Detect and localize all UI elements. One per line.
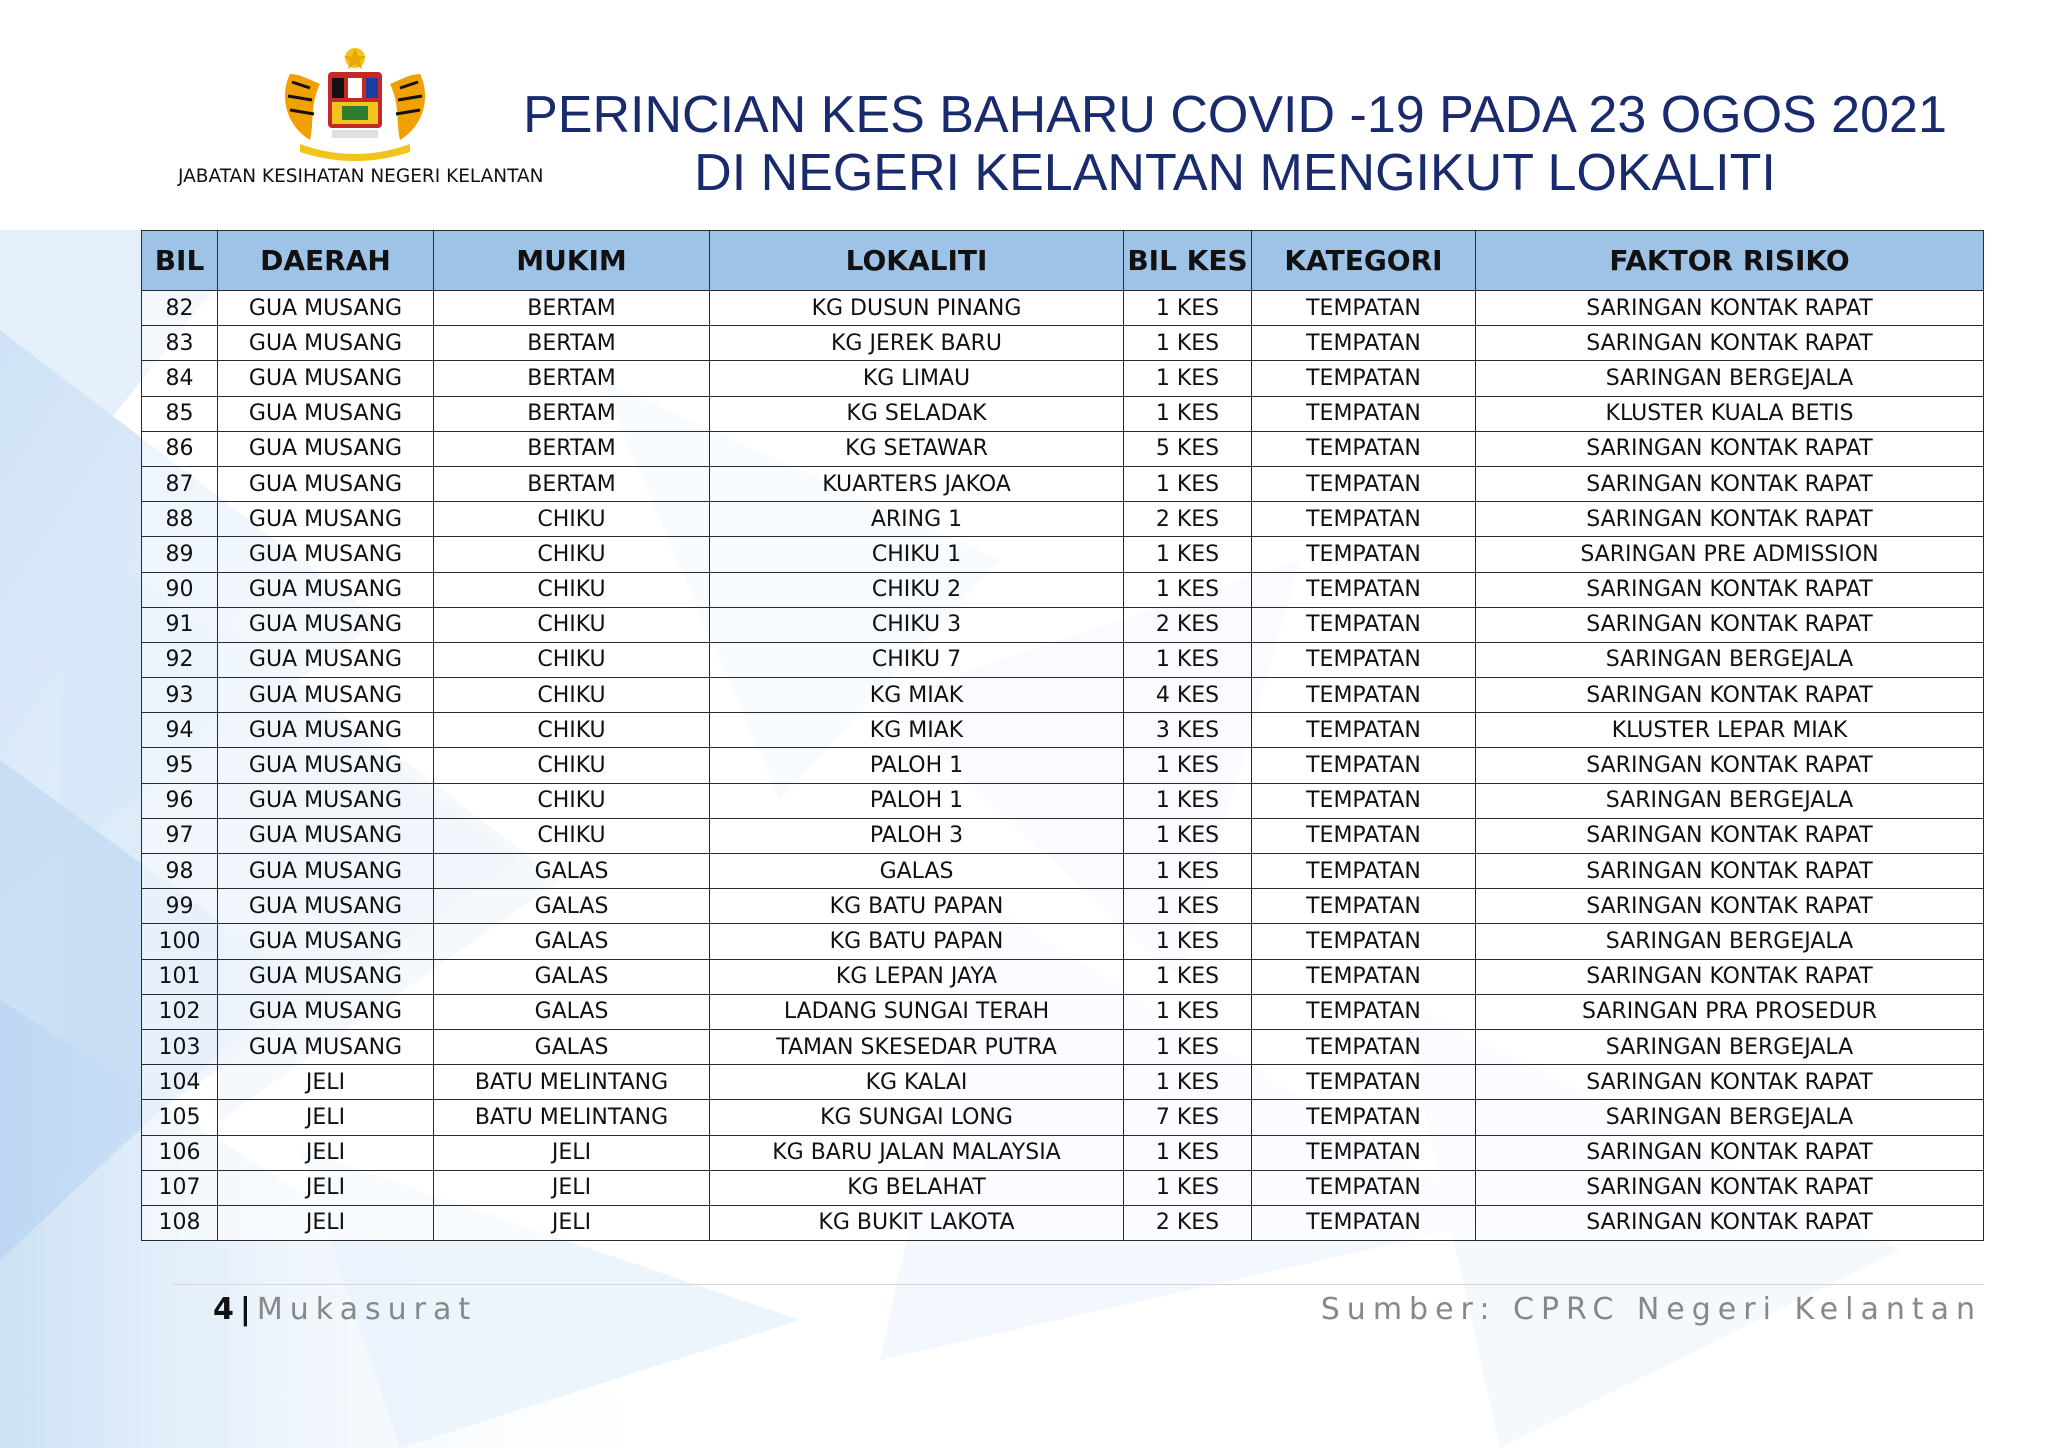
- table-row: [142, 326, 1984, 361]
- table-cell: 83: [142, 326, 218, 361]
- table-cell: JELI: [434, 1205, 710, 1240]
- table-cell: GALAS: [434, 924, 710, 959]
- table-cell: 1 KES: [1124, 924, 1252, 959]
- table-cell: BERTAM: [434, 396, 710, 431]
- table-cell: SARINGAN KONTAK RAPAT: [1476, 1065, 1984, 1100]
- table-cell: 93: [142, 678, 218, 713]
- table-cell: SARINGAN KONTAK RAPAT: [1476, 889, 1984, 924]
- table-row: [142, 291, 1984, 326]
- table-cell: KG KALAI: [710, 1065, 1124, 1100]
- table-cell: JELI: [218, 1065, 434, 1100]
- table-cell: TEMPATAN: [1252, 326, 1476, 361]
- table-cell: CHIKU 1: [710, 537, 1124, 572]
- table-cell: GUA MUSANG: [218, 748, 434, 783]
- table-cell: KUARTERS JAKOA: [710, 466, 1124, 501]
- column-header: LOKALITI: [710, 231, 1124, 291]
- table-cell: GUA MUSANG: [218, 431, 434, 466]
- table-cell: TEMPATAN: [1252, 607, 1476, 642]
- table-cell: JELI: [434, 1135, 710, 1170]
- table-cell: TEMPATAN: [1252, 642, 1476, 677]
- table-cell: TEMPATAN: [1252, 291, 1476, 326]
- title-line-2: DI NEGERI KELANTAN MENGIKUT LOKALITI: [694, 144, 1776, 202]
- table-cell: KG MIAK: [710, 713, 1124, 748]
- table-cell: 91: [142, 607, 218, 642]
- table-cell: SARINGAN BERGEJALA: [1476, 361, 1984, 396]
- table-row: [142, 889, 1984, 924]
- table-cell: 94: [142, 713, 218, 748]
- page-title: [520, 86, 1950, 202]
- page-number-block: [213, 1292, 477, 1327]
- table-cell: KG BATU PAPAN: [710, 889, 1124, 924]
- header-row: [142, 231, 1984, 291]
- table-cell: GUA MUSANG: [218, 537, 434, 572]
- title-line-1: PERINCIAN KES BAHARU COVID -19 PADA 23 OGOS 2021: [523, 86, 1947, 144]
- table-cell: KG BELAHAT: [710, 1170, 1124, 1205]
- table-cell: TEMPATAN: [1252, 1205, 1476, 1240]
- table-cell: KLUSTER KUALA BETIS: [1476, 396, 1984, 431]
- table-row: [142, 572, 1984, 607]
- cases-table: [141, 230, 1984, 1241]
- table-cell: BERTAM: [434, 466, 710, 501]
- table-cell: TEMPATAN: [1252, 431, 1476, 466]
- table-cell: TEMPATAN: [1252, 818, 1476, 853]
- table-cell: GUA MUSANG: [218, 466, 434, 501]
- table-cell: 85: [142, 396, 218, 431]
- table-header: [142, 231, 1984, 291]
- table-cell: GALAS: [434, 959, 710, 994]
- table-cell: SARINGAN BERGEJALA: [1476, 924, 1984, 959]
- table-cell: KLUSTER LEPAR MIAK: [1476, 713, 1984, 748]
- table-cell: 1 KES: [1124, 748, 1252, 783]
- table-cell: GUA MUSANG: [218, 818, 434, 853]
- table-row: [142, 924, 1984, 959]
- table-cell: SARINGAN BERGEJALA: [1476, 642, 1984, 677]
- table-cell: GUA MUSANG: [218, 1029, 434, 1064]
- table-cell: TEMPATAN: [1252, 502, 1476, 537]
- table-cell: JELI: [434, 1170, 710, 1205]
- table-row: [142, 396, 1984, 431]
- table-cell: TEMPATAN: [1252, 783, 1476, 818]
- table-row: [142, 959, 1984, 994]
- table-cell: LADANG SUNGAI TERAH: [710, 994, 1124, 1029]
- table-cell: 1 KES: [1124, 572, 1252, 607]
- table-cell: CHIKU: [434, 783, 710, 818]
- table-row: [142, 1065, 1984, 1100]
- table-cell: 7 KES: [1124, 1100, 1252, 1135]
- table-cell: 82: [142, 291, 218, 326]
- table-cell: GUA MUSANG: [218, 959, 434, 994]
- table-cell: KG SETAWAR: [710, 431, 1124, 466]
- table-row: [142, 1205, 1984, 1240]
- table-cell: 105: [142, 1100, 218, 1135]
- table-cell: BERTAM: [434, 361, 710, 396]
- table-cell: GUA MUSANG: [218, 924, 434, 959]
- table-row: [142, 466, 1984, 501]
- table-cell: 1 KES: [1124, 1170, 1252, 1205]
- table-cell: KG MIAK: [710, 678, 1124, 713]
- table-cell: TEMPATAN: [1252, 572, 1476, 607]
- table-cell: GALAS: [434, 1029, 710, 1064]
- table-cell: SARINGAN KONTAK RAPAT: [1476, 959, 1984, 994]
- coat-of-arms-icon: [270, 44, 440, 164]
- table-cell: TEMPATAN: [1252, 1135, 1476, 1170]
- table-cell: 1 KES: [1124, 361, 1252, 396]
- table-cell: 98: [142, 854, 218, 889]
- table-cell: 100: [142, 924, 218, 959]
- table-cell: JELI: [218, 1100, 434, 1135]
- column-header: DAERAH: [218, 231, 434, 291]
- table-row: [142, 361, 1984, 396]
- table-cell: TEMPATAN: [1252, 1065, 1476, 1100]
- table-cell: SARINGAN PRA PROSEDUR: [1476, 994, 1984, 1029]
- table-row: [142, 1170, 1984, 1205]
- table-cell: PALOH 3: [710, 818, 1124, 853]
- table-cell: CHIKU: [434, 818, 710, 853]
- page-label: Mukasurat: [256, 1292, 478, 1327]
- table-row: [142, 713, 1984, 748]
- table-cell: SARINGAN KONTAK RAPAT: [1476, 502, 1984, 537]
- table-row: [142, 431, 1984, 466]
- table-cell: 103: [142, 1029, 218, 1064]
- table-cell: CHIKU: [434, 713, 710, 748]
- table-cell: GUA MUSANG: [218, 607, 434, 642]
- table-cell: SARINGAN KONTAK RAPAT: [1476, 326, 1984, 361]
- table-cell: TEMPATAN: [1252, 994, 1476, 1029]
- table-cell: GUA MUSANG: [218, 889, 434, 924]
- table-cell: GUA MUSANG: [218, 713, 434, 748]
- table-cell: 101: [142, 959, 218, 994]
- table-cell: SARINGAN PRE ADMISSION: [1476, 537, 1984, 572]
- table-cell: 1 KES: [1124, 783, 1252, 818]
- table-cell: SARINGAN KONTAK RAPAT: [1476, 291, 1984, 326]
- table-cell: GUA MUSANG: [218, 291, 434, 326]
- table-cell: CHIKU: [434, 502, 710, 537]
- table-cell: 1 KES: [1124, 1065, 1252, 1100]
- table-cell: GUA MUSANG: [218, 572, 434, 607]
- table-row: [142, 783, 1984, 818]
- table-cell: CHIKU 7: [710, 642, 1124, 677]
- table-cell: BERTAM: [434, 431, 710, 466]
- table-cell: CHIKU: [434, 537, 710, 572]
- table-cell: BATU MELINTANG: [434, 1065, 710, 1100]
- table-cell: SARINGAN KONTAK RAPAT: [1476, 1205, 1984, 1240]
- table-cell: CHIKU: [434, 607, 710, 642]
- table-row: [142, 642, 1984, 677]
- footer-divider: [172, 1284, 1984, 1285]
- table-cell: KG DUSUN PINANG: [710, 291, 1124, 326]
- table-cell: TEMPATAN: [1252, 854, 1476, 889]
- table-row: [142, 854, 1984, 889]
- table-cell: KG BUKIT LAKOTA: [710, 1205, 1124, 1240]
- table-cell: TEMPATAN: [1252, 678, 1476, 713]
- table-cell: 102: [142, 994, 218, 1029]
- table-cell: SARINGAN KONTAK RAPAT: [1476, 1135, 1984, 1170]
- table-cell: TEMPATAN: [1252, 959, 1476, 994]
- table-cell: 1 KES: [1124, 1135, 1252, 1170]
- table-cell: BATU MELINTANG: [434, 1100, 710, 1135]
- source-note: Sumber: CPRC Negeri Kelantan: [1320, 1292, 1982, 1327]
- table-cell: 1 KES: [1124, 291, 1252, 326]
- table-cell: TEMPATAN: [1252, 466, 1476, 501]
- table-cell: TEMPATAN: [1252, 396, 1476, 431]
- table-row: [142, 994, 1984, 1029]
- table-cell: GALAS: [710, 854, 1124, 889]
- table-cell: TAMAN SKESEDAR PUTRA: [710, 1029, 1124, 1064]
- table-row: [142, 607, 1984, 642]
- table-body: [142, 291, 1984, 1241]
- table-cell: CHIKU: [434, 572, 710, 607]
- table-cell: 89: [142, 537, 218, 572]
- table-cell: TEMPATAN: [1252, 1029, 1476, 1064]
- table-cell: 106: [142, 1135, 218, 1170]
- table-cell: GUA MUSANG: [218, 326, 434, 361]
- table-cell: PALOH 1: [710, 748, 1124, 783]
- table-cell: 1 KES: [1124, 959, 1252, 994]
- table-cell: SARINGAN KONTAK RAPAT: [1476, 748, 1984, 783]
- table-cell: TEMPATAN: [1252, 713, 1476, 748]
- table-cell: TEMPATAN: [1252, 537, 1476, 572]
- table-cell: CHIKU 2: [710, 572, 1124, 607]
- table-cell: BERTAM: [434, 291, 710, 326]
- table-cell: SARINGAN KONTAK RAPAT: [1476, 1170, 1984, 1205]
- table-cell: CHIKU: [434, 642, 710, 677]
- table-cell: CHIKU 3: [710, 607, 1124, 642]
- table-cell: 1 KES: [1124, 818, 1252, 853]
- table-cell: GUA MUSANG: [218, 994, 434, 1029]
- table-cell: 1 KES: [1124, 466, 1252, 501]
- table-cell: GUA MUSANG: [218, 854, 434, 889]
- column-header: BIL: [142, 231, 218, 291]
- table-cell: 87: [142, 466, 218, 501]
- table-cell: JELI: [218, 1135, 434, 1170]
- table-cell: SARINGAN KONTAK RAPAT: [1476, 678, 1984, 713]
- table-cell: 99: [142, 889, 218, 924]
- table-cell: 1 KES: [1124, 994, 1252, 1029]
- table-cell: SARINGAN KONTAK RAPAT: [1476, 854, 1984, 889]
- table-cell: SARINGAN KONTAK RAPAT: [1476, 431, 1984, 466]
- table-cell: GUA MUSANG: [218, 396, 434, 431]
- table-row: [142, 748, 1984, 783]
- table-cell: 1 KES: [1124, 854, 1252, 889]
- table-cell: SARINGAN BERGEJALA: [1476, 783, 1984, 818]
- table-cell: 97: [142, 818, 218, 853]
- table-cell: SARINGAN KONTAK RAPAT: [1476, 466, 1984, 501]
- table-row: [142, 1135, 1984, 1170]
- table-cell: GALAS: [434, 889, 710, 924]
- table-cell: CHIKU: [434, 748, 710, 783]
- table-cell: TEMPATAN: [1252, 924, 1476, 959]
- table-cell: 2 KES: [1124, 607, 1252, 642]
- table-cell: GUA MUSANG: [218, 502, 434, 537]
- table-cell: 1 KES: [1124, 396, 1252, 431]
- table-cell: 1 KES: [1124, 1029, 1252, 1064]
- table-cell: GUA MUSANG: [218, 678, 434, 713]
- table-cell: ARING 1: [710, 502, 1124, 537]
- table-cell: 92: [142, 642, 218, 677]
- table-row: [142, 818, 1984, 853]
- page-separator: |: [239, 1292, 251, 1327]
- column-header: FAKTOR RISIKO: [1476, 231, 1984, 291]
- table-cell: 1 KES: [1124, 326, 1252, 361]
- table-cell: TEMPATAN: [1252, 1170, 1476, 1205]
- table-cell: BERTAM: [434, 326, 710, 361]
- table-cell: KG LEPAN JAYA: [710, 959, 1124, 994]
- page-number: 4: [213, 1292, 234, 1327]
- table-cell: 2 KES: [1124, 1205, 1252, 1240]
- column-header: MUKIM: [434, 231, 710, 291]
- table-cell: JELI: [218, 1205, 434, 1240]
- table-cell: KG JEREK BARU: [710, 326, 1124, 361]
- organization-name: JABATAN KESIHATAN NEGERI KELANTAN: [178, 166, 544, 187]
- table-cell: TEMPATAN: [1252, 1100, 1476, 1135]
- table-cell: 90: [142, 572, 218, 607]
- table-row: [142, 537, 1984, 572]
- table-cell: KG BATU PAPAN: [710, 924, 1124, 959]
- table-cell: SARINGAN KONTAK RAPAT: [1476, 607, 1984, 642]
- column-header: BIL KES: [1124, 231, 1252, 291]
- table-cell: 4 KES: [1124, 678, 1252, 713]
- table-row: [142, 678, 1984, 713]
- table-cell: JELI: [218, 1170, 434, 1205]
- table-cell: KG SELADAK: [710, 396, 1124, 431]
- table-cell: 1 KES: [1124, 889, 1252, 924]
- table-cell: SARINGAN BERGEJALA: [1476, 1100, 1984, 1135]
- table-cell: CHIKU: [434, 678, 710, 713]
- table-cell: GALAS: [434, 994, 710, 1029]
- table-row: [142, 502, 1984, 537]
- table-cell: SARINGAN BERGEJALA: [1476, 1029, 1984, 1064]
- table-cell: PALOH 1: [710, 783, 1124, 818]
- table-cell: SARINGAN KONTAK RAPAT: [1476, 572, 1984, 607]
- table-cell: 95: [142, 748, 218, 783]
- table-cell: 2 KES: [1124, 502, 1252, 537]
- table-cell: 1 KES: [1124, 642, 1252, 677]
- table-cell: 88: [142, 502, 218, 537]
- table-cell: GUA MUSANG: [218, 642, 434, 677]
- table-cell: KG SUNGAI LONG: [710, 1100, 1124, 1135]
- table-cell: 3 KES: [1124, 713, 1252, 748]
- table-cell: 96: [142, 783, 218, 818]
- table-cell: 104: [142, 1065, 218, 1100]
- table-cell: 1 KES: [1124, 537, 1252, 572]
- table-cell: 86: [142, 431, 218, 466]
- table-cell: KG LIMAU: [710, 361, 1124, 396]
- table-cell: 108: [142, 1205, 218, 1240]
- table-cell: 5 KES: [1124, 431, 1252, 466]
- table-cell: TEMPATAN: [1252, 361, 1476, 396]
- table-cell: GUA MUSANG: [218, 783, 434, 818]
- table-cell: TEMPATAN: [1252, 889, 1476, 924]
- table-row: [142, 1029, 1984, 1064]
- table-cell: TEMPATAN: [1252, 748, 1476, 783]
- table-row: [142, 1100, 1984, 1135]
- table-cell: SARINGAN KONTAK RAPAT: [1476, 818, 1984, 853]
- table-cell: KG BARU JALAN MALAYSIA: [710, 1135, 1124, 1170]
- table-cell: 84: [142, 361, 218, 396]
- table-cell: 107: [142, 1170, 218, 1205]
- table-cell: GUA MUSANG: [218, 361, 434, 396]
- table-cell: GALAS: [434, 854, 710, 889]
- column-header: KATEGORI: [1252, 231, 1476, 291]
